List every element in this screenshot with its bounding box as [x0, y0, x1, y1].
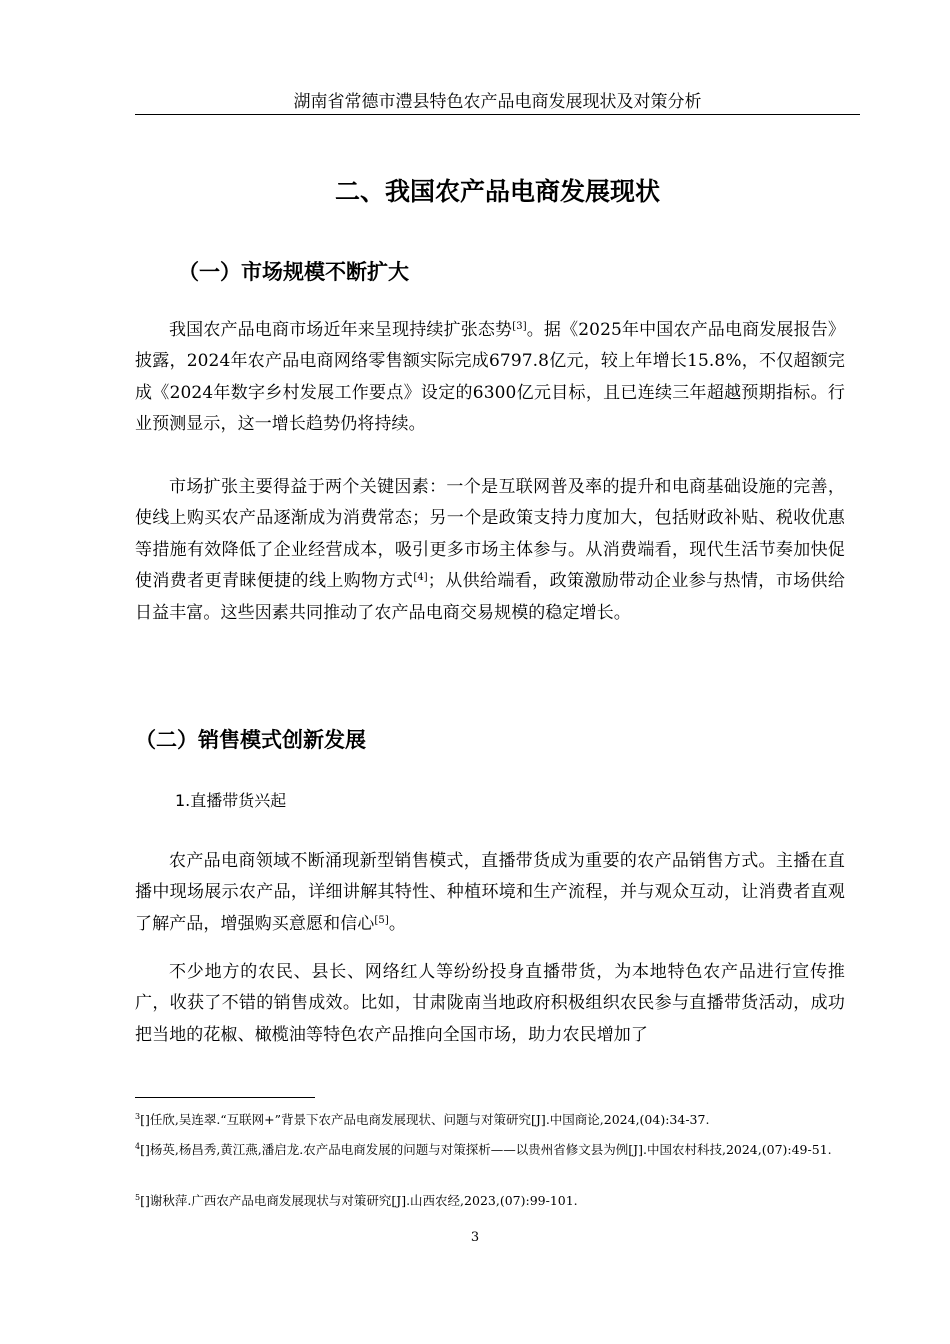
footnote-4: [135, 1138, 855, 1161]
footnote-divider: [135, 1097, 315, 1098]
paragraph-text: 我国农产品电商市场近年来呈现持续扩张态势: [169, 320, 513, 340]
chapter-title: 二、我国农产品电商发展现状: [334, 177, 660, 206]
subsection-title-live-streaming: 1.直播带货兴起: [175, 791, 287, 810]
paragraph-text: 。: [388, 913, 406, 934]
paragraph-market-scale-1: [135, 315, 845, 441]
footnote-3: [135, 1108, 855, 1131]
paragraph-market-scale-2: [135, 472, 845, 629]
paragraph-text: 。据《2025年中国农产品电商发展报告》披露，2024年农产品电商网络零售额实际完成6797.8亿元，较上年增长15.8%，不仅超额完成《2024年数字乡村发展工作要点》设定的6300亿元目标，且已连续三年超越预期指标。行业预测显示，这一增长趋势仍将持续。: [135, 320, 846, 435]
footnote-text: []杨英,杨昌秀,黄江燕,潘启龙.农产品电商发展的问题与对策探析——以贵州省修文县为例[J].中国农村科技,2024,(07):49-51.: [140, 1142, 832, 1157]
paragraph-live-streaming-2: 不少地方的农民、县长、网络红人等纷纷投身直播带货，为本地特色农产品进行宣传推广，收获了不错的销售成效。比如，甘肃陇南当地政府积极组织农民参与直播带货活动，成功把当地的花椒、橄榄油等特色农产品推向全国市场，助力农民增加了: [135, 962, 845, 1045]
header-divider: [135, 114, 860, 115]
footnote-text: []谢秋萍.广西农产品电商发展现状与对策研究[J].山西农经,2023,(07):99-101.: [140, 1193, 578, 1208]
section-title-market-scale: （一）市场规模不断扩大: [178, 260, 409, 284]
citation-mark: [3]: [512, 321, 527, 332]
citation-mark: [4]: [413, 572, 428, 584]
page-number: 3: [470, 1230, 480, 1245]
paragraph-live-streaming-1: [135, 846, 845, 940]
footnote-mark: 3: [135, 1112, 141, 1121]
footnote-5: [135, 1189, 855, 1212]
running-header: 湖南省常德市澧县特色农产品电商发展现状及对策分析: [293, 92, 702, 112]
paragraph-text: 农产品电商领域不断涌现新型销售模式，直播带货成为重要的农产品销售方式。主播在直播中现场展示农产品，详细讲解其特性、种植环境和生产流程，并与观众互动，让消费者直观了解产品，增强购买意愿和信心: [135, 851, 845, 934]
footnote-text: []任欣,吴连翠.“互联网+”背景下农产品电商发展现状、问题与对策研究[J].中国商论,2024,(04):34-37.: [140, 1112, 710, 1127]
paragraph-text: 市场扩张主要得益于两个关键因素：一个是互联网普及率的提升和电商基础设施的完善，使线上购买农产品逐渐成为消费常态；另一个是政策支持力度加大，包括财政补贴、税收优惠等措施有效降低了企业经营成本，吸引更多市场主体参与。从消费端看，现代生活节奏加快促使消费者更青睐便捷的线上购物方式: [135, 477, 845, 592]
citation-mark: [5]: [374, 914, 389, 926]
paragraph-text: ；从供给端看，政策激励带动企业参与热情，市场供给日益丰富。这些因素共同推动了农产品电商交易规模的稳定增长。: [135, 571, 845, 623]
section-title-sales-model: （二）销售模式创新发展: [135, 728, 366, 752]
footnote-mark: 5: [135, 1193, 141, 1202]
footnote-mark: 4: [135, 1142, 141, 1151]
